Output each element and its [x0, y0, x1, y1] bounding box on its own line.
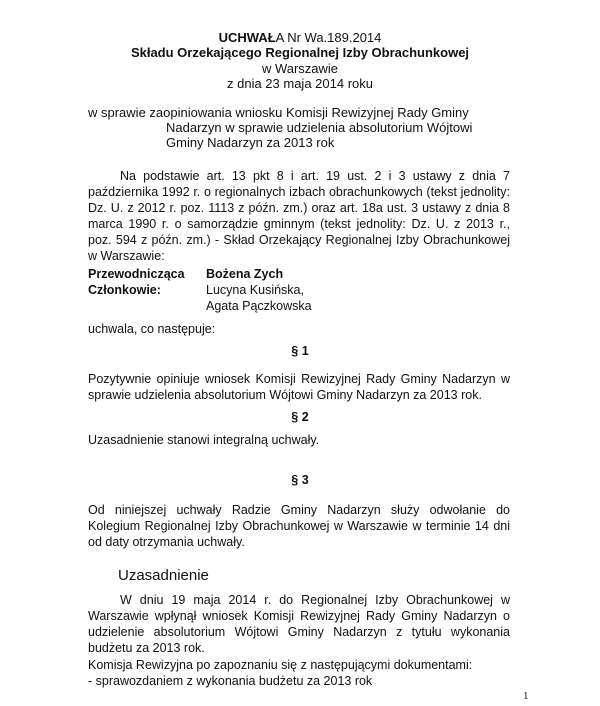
chair-name: Bożena Zych: [206, 267, 284, 281]
member-name: Agata Pączkowska: [206, 299, 312, 313]
resolves-text: uchwala, co następuje:: [88, 322, 216, 336]
issuing-city: w Warszawie: [261, 61, 339, 76]
section-1-text: Pozytywnie opiniuje wniosek Komisji Rewizyjnej Rady Gminy Nadarzyn w sprawie udzielenia absolutorium Wójtowi Gminy Nadarzyn za 2013 rok.: [88, 372, 510, 402]
page-number: 1: [523, 690, 529, 702]
section-1-title: § 1: [291, 344, 309, 358]
justification-list-item: - sprawozdaniem z wykonania budżetu za 2013 rok: [88, 674, 373, 688]
section-3-title: § 3: [291, 473, 309, 487]
resolution-title: UCHWAŁA Nr Wa.189.2014: [218, 30, 382, 45]
members-label: Członkowie:: [88, 283, 161, 297]
chair-label: Przewodnicząca: [88, 267, 185, 281]
member-name: Lucyna Kusińska,: [206, 283, 304, 297]
section-3-text: Od niniejszej uchwały Radzie Gminy Nadarzyn służy odwołanie do Kolegium Regionalnej Izby Obrachunkowej w Warszawie w terminie 14 dni od daty otrzymania uchwały.: [88, 503, 510, 549]
subject-line-2: Nadarzyn w sprawie udzielenia absolutorium Wójtowi: [166, 120, 473, 135]
section-2-text: Uzasadnienie stanowi integralną uchwały.: [88, 433, 320, 447]
section-2-title: § 2: [291, 410, 309, 424]
resolution-date: z dnia 23 maja 2014 roku: [227, 76, 373, 91]
subject-line-3: Gminy Nadarzyn za 2013 rok: [166, 135, 335, 150]
resolution-subject: [88, 105, 508, 150]
justification-title: Uzasadnienie: [118, 567, 209, 584]
justification-paragraph-1: W dniu 19 maja 2014 r. do Regionalnej Izby Obrachunkowej w Warszawie wpłynął wniosek Komisji Rewizyjnej Rady Gminy Nadarzyn o udzielenie absolutorium Wójtowi Gminy Nadarzyn z tytułu wykonania budżetu za 2013 rok.: [88, 593, 510, 655]
legal-basis-paragraph: Na podstawie art. 13 pkt 8 i art. 19 ust. 2 i 3 ustawy z dnia 7 października 1992 r. o regionalnych izbach obrachunkowych (tekst jednolity: Dz. U. z 2012 r. poz. 1113 z późn. zm.) oraz art. 18a ust. 3 ustawy z dnia 8 marca 1990 r. o samorządzie gminnym (tekst jednolity: Dz. U. z 2013 r., poz. 594 z późn. zm.) - Skład Orzekający Regionalnej Izby Obrachunkowej w Warszawie:: [88, 169, 510, 263]
subject-line-1: w sprawie zaopiniowania wniosku Komisji Rewizyjnej Rady Gminy: [88, 105, 469, 120]
panel-members: [88, 266, 312, 314]
justification-paragraph-2: Komisja Rewizyjna po zapoznaniu się z następującymi dokumentami:: [88, 658, 473, 672]
issuing-body: Składu Orzekającego Regionalnej Izby Obrachunkowej: [130, 45, 470, 60]
